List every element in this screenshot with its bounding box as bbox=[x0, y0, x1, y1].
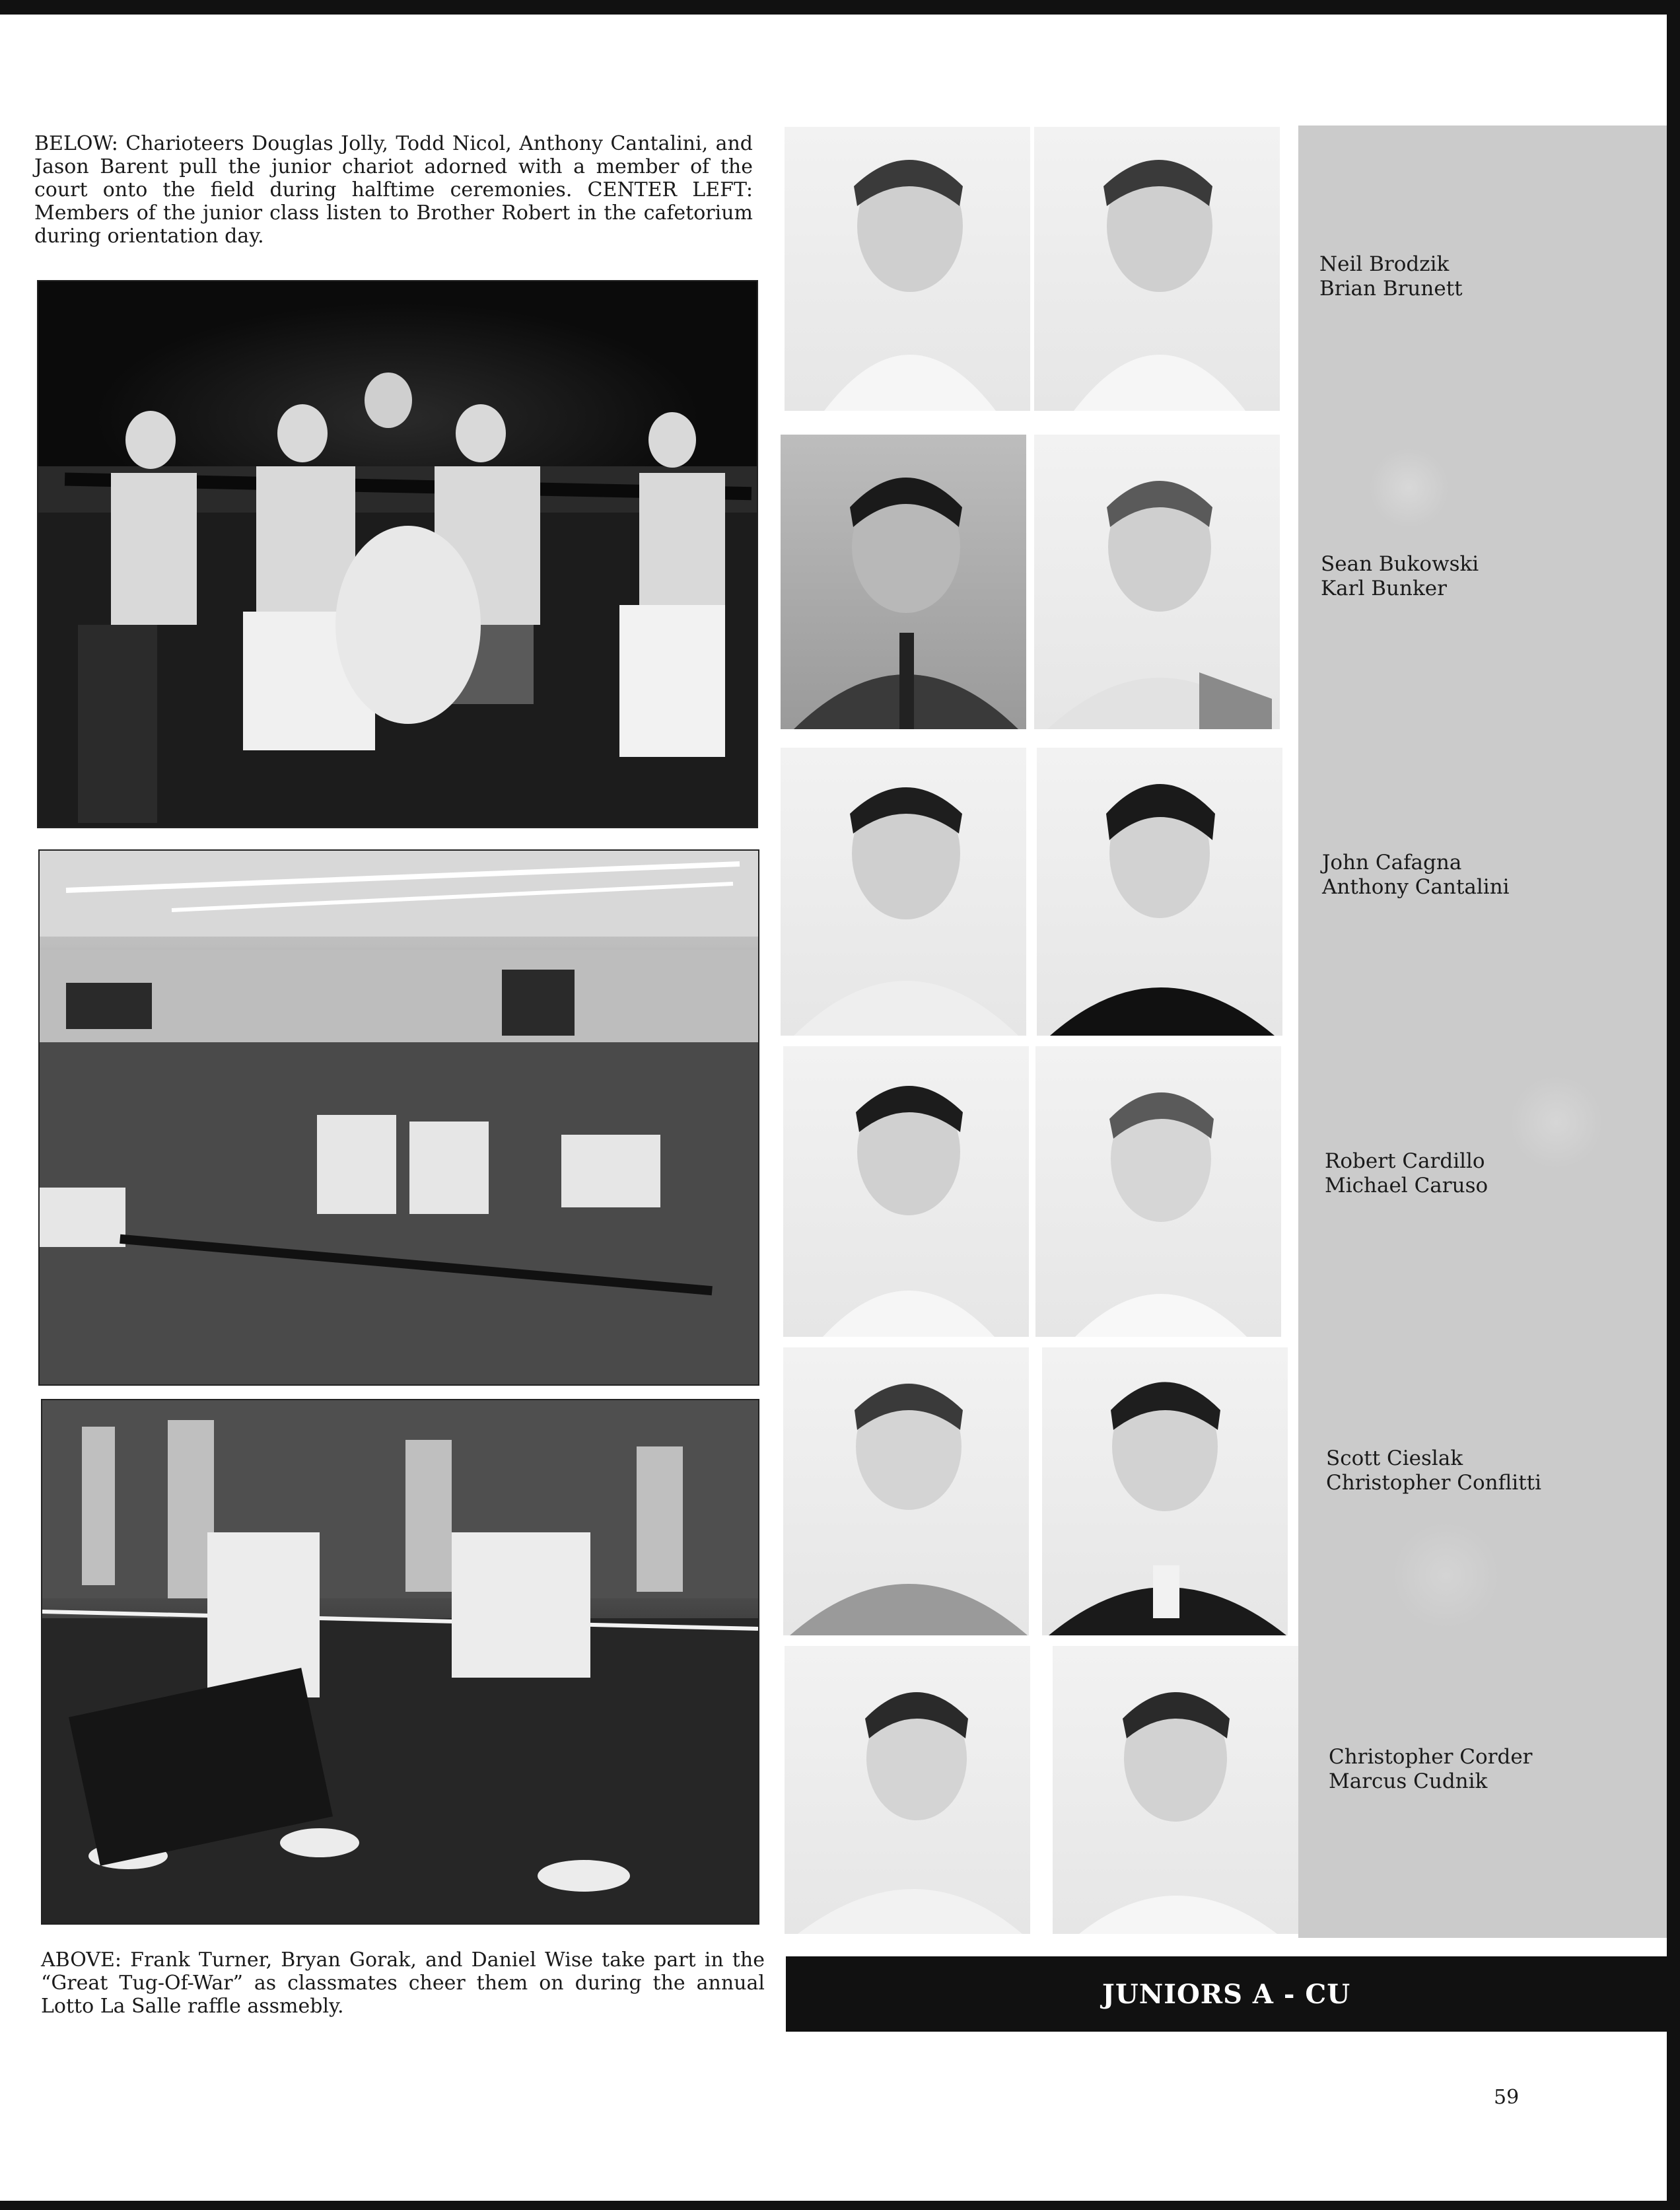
caption-top: BELOW: Charioteers Douglas Jolly, Todd Nicol, Anthony Cantalini, and Jason Barent pull the junior chariot adorned with a member of the court onto the field during halftime ceremonies. CENTER LEFT: Members of the junior class listen to Brother Robert in the cafetorium during orientation day. bbox=[34, 132, 753, 248]
student-name: Robert Cardillo bbox=[1325, 1149, 1485, 1173]
yearbook-page bbox=[0, 15, 1667, 2201]
student-name: Brian Brunett bbox=[1319, 277, 1463, 301]
portrait-neil-brodzik bbox=[785, 127, 1030, 411]
student-name: Christopher Conflitti bbox=[1326, 1471, 1542, 1495]
portrait-christopher-corder bbox=[785, 1646, 1030, 1934]
portrait-robert-cardillo bbox=[783, 1046, 1029, 1337]
name-panel bbox=[1298, 125, 1667, 1938]
portrait-brian-brunett bbox=[1034, 127, 1280, 411]
names-group-6 bbox=[1329, 1745, 1533, 1794]
cafetorium-photo bbox=[38, 849, 759, 1386]
section-banner bbox=[786, 1956, 1667, 2032]
portrait-john-cafagna bbox=[781, 748, 1026, 1036]
student-name: Marcus Cudnik bbox=[1329, 1769, 1488, 1793]
student-name: Scott Cieslak bbox=[1326, 1446, 1463, 1470]
student-name: Anthony Cantalini bbox=[1322, 875, 1510, 899]
portrait-karl-bunker bbox=[1034, 435, 1280, 729]
names-group-1 bbox=[1319, 252, 1463, 301]
student-name: Sean Bukowski bbox=[1321, 552, 1479, 576]
names-group-4 bbox=[1325, 1149, 1488, 1198]
portrait-michael-caruso bbox=[1035, 1046, 1281, 1337]
names-group-2 bbox=[1321, 552, 1479, 601]
student-name: Michael Caruso bbox=[1325, 1174, 1488, 1197]
portrait-scott-cieslak bbox=[783, 1347, 1029, 1635]
portrait-sean-bukowski bbox=[781, 435, 1026, 729]
student-name: John Cafagna bbox=[1322, 851, 1462, 874]
section-title: JUNIORS A - CU bbox=[1102, 1978, 1351, 2010]
tug-of-war-photo bbox=[41, 1399, 759, 1925]
student-name: Neil Brodzik bbox=[1319, 252, 1450, 276]
portrait-christopher-conflitti bbox=[1042, 1347, 1288, 1635]
student-name: Karl Bunker bbox=[1321, 577, 1447, 600]
chariot-photo bbox=[37, 280, 758, 828]
names-group-5 bbox=[1326, 1446, 1541, 1495]
student-name: Christopher Corder bbox=[1329, 1745, 1533, 1769]
portrait-marcus-cudnik bbox=[1053, 1646, 1298, 1934]
portrait-anthony-cantalini bbox=[1037, 748, 1282, 1036]
caption-bottom: ABOVE: Frank Turner, Bryan Gorak, and Daniel Wise take part in the “Great Tug-Of-War” as classmates cheer them on during the annual Lotto La Salle raffle assmebly. bbox=[41, 1948, 765, 2018]
page-number: 59 bbox=[1494, 2086, 1520, 2109]
names-group-3 bbox=[1322, 851, 1510, 900]
